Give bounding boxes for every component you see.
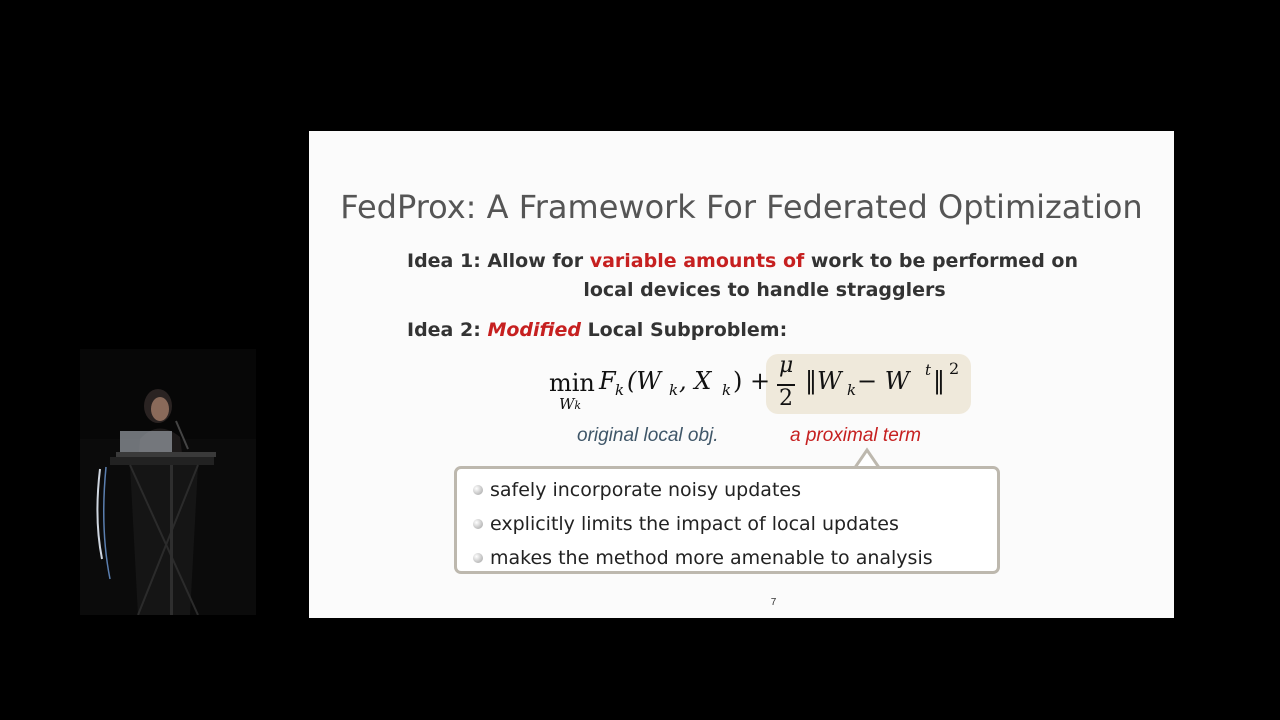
formula-objective-sub: k (615, 381, 625, 399)
formula-args-mid: , X (679, 367, 712, 395)
idea-1-prefix: Idea 1: Allow for (407, 250, 590, 272)
formula-norm-open: ‖W (805, 367, 842, 395)
slide-title: FedProx: A Framework For Federated Optimization (340, 188, 1143, 226)
formula-args-open: (W (627, 367, 662, 395)
formula-min-subscript (559, 395, 581, 413)
list-item-text: makes the method more amenable to analysis (490, 547, 933, 569)
bullet-icon (473, 553, 483, 563)
list-item-text: explicitly limits the impact of local updates (490, 513, 899, 535)
formula-norm-mid: − W (857, 367, 910, 395)
idea-1-suffix: work to be performed on (804, 250, 1078, 272)
formula-norm-close: ‖ (933, 367, 945, 395)
formula-args-close: ) + (733, 367, 771, 395)
slide-page-number: 7 (770, 597, 777, 608)
formula-args-sub-1: k (669, 381, 679, 399)
presentation-slide (309, 131, 1174, 618)
formula-norm-sup: t (925, 361, 932, 379)
formula-objective: F (599, 367, 616, 395)
idea-2-suffix: Local Subproblem: (580, 319, 788, 341)
formula-min-sub-k: k (574, 399, 582, 412)
list-item (473, 473, 933, 507)
idea-1-line-2: local devices to handle stragglers (583, 279, 946, 301)
speaker-video-inset (80, 349, 256, 615)
idea-1-line (407, 250, 1078, 272)
formula-min-sub-w: W (559, 395, 575, 413)
list-item-text: safely incorporate noisy updates (490, 479, 801, 501)
idea-1-highlight: variable amounts of (589, 250, 805, 272)
idea-2-prefix: Idea 2: (407, 319, 488, 341)
proximal-term-label: a proximal term (790, 425, 921, 446)
original-objective-label: original local obj. (577, 425, 719, 446)
formula-min: min (549, 369, 595, 397)
list-item (473, 507, 933, 541)
idea-2-highlight: Modified (487, 319, 581, 341)
formula-two: 2 (779, 386, 793, 411)
formula-norm-sub: k (847, 381, 857, 399)
formula-args-sub-2: k (722, 381, 732, 399)
list-item (473, 541, 933, 575)
objective-formula (547, 353, 977, 419)
idea-2-line (407, 319, 787, 341)
benefits-callout (454, 466, 1000, 574)
bullet-icon (473, 485, 483, 495)
bullet-icon (473, 519, 483, 529)
formula-mu: μ (779, 353, 794, 378)
benefits-list (473, 473, 933, 575)
formula-square: 2 (949, 359, 960, 378)
